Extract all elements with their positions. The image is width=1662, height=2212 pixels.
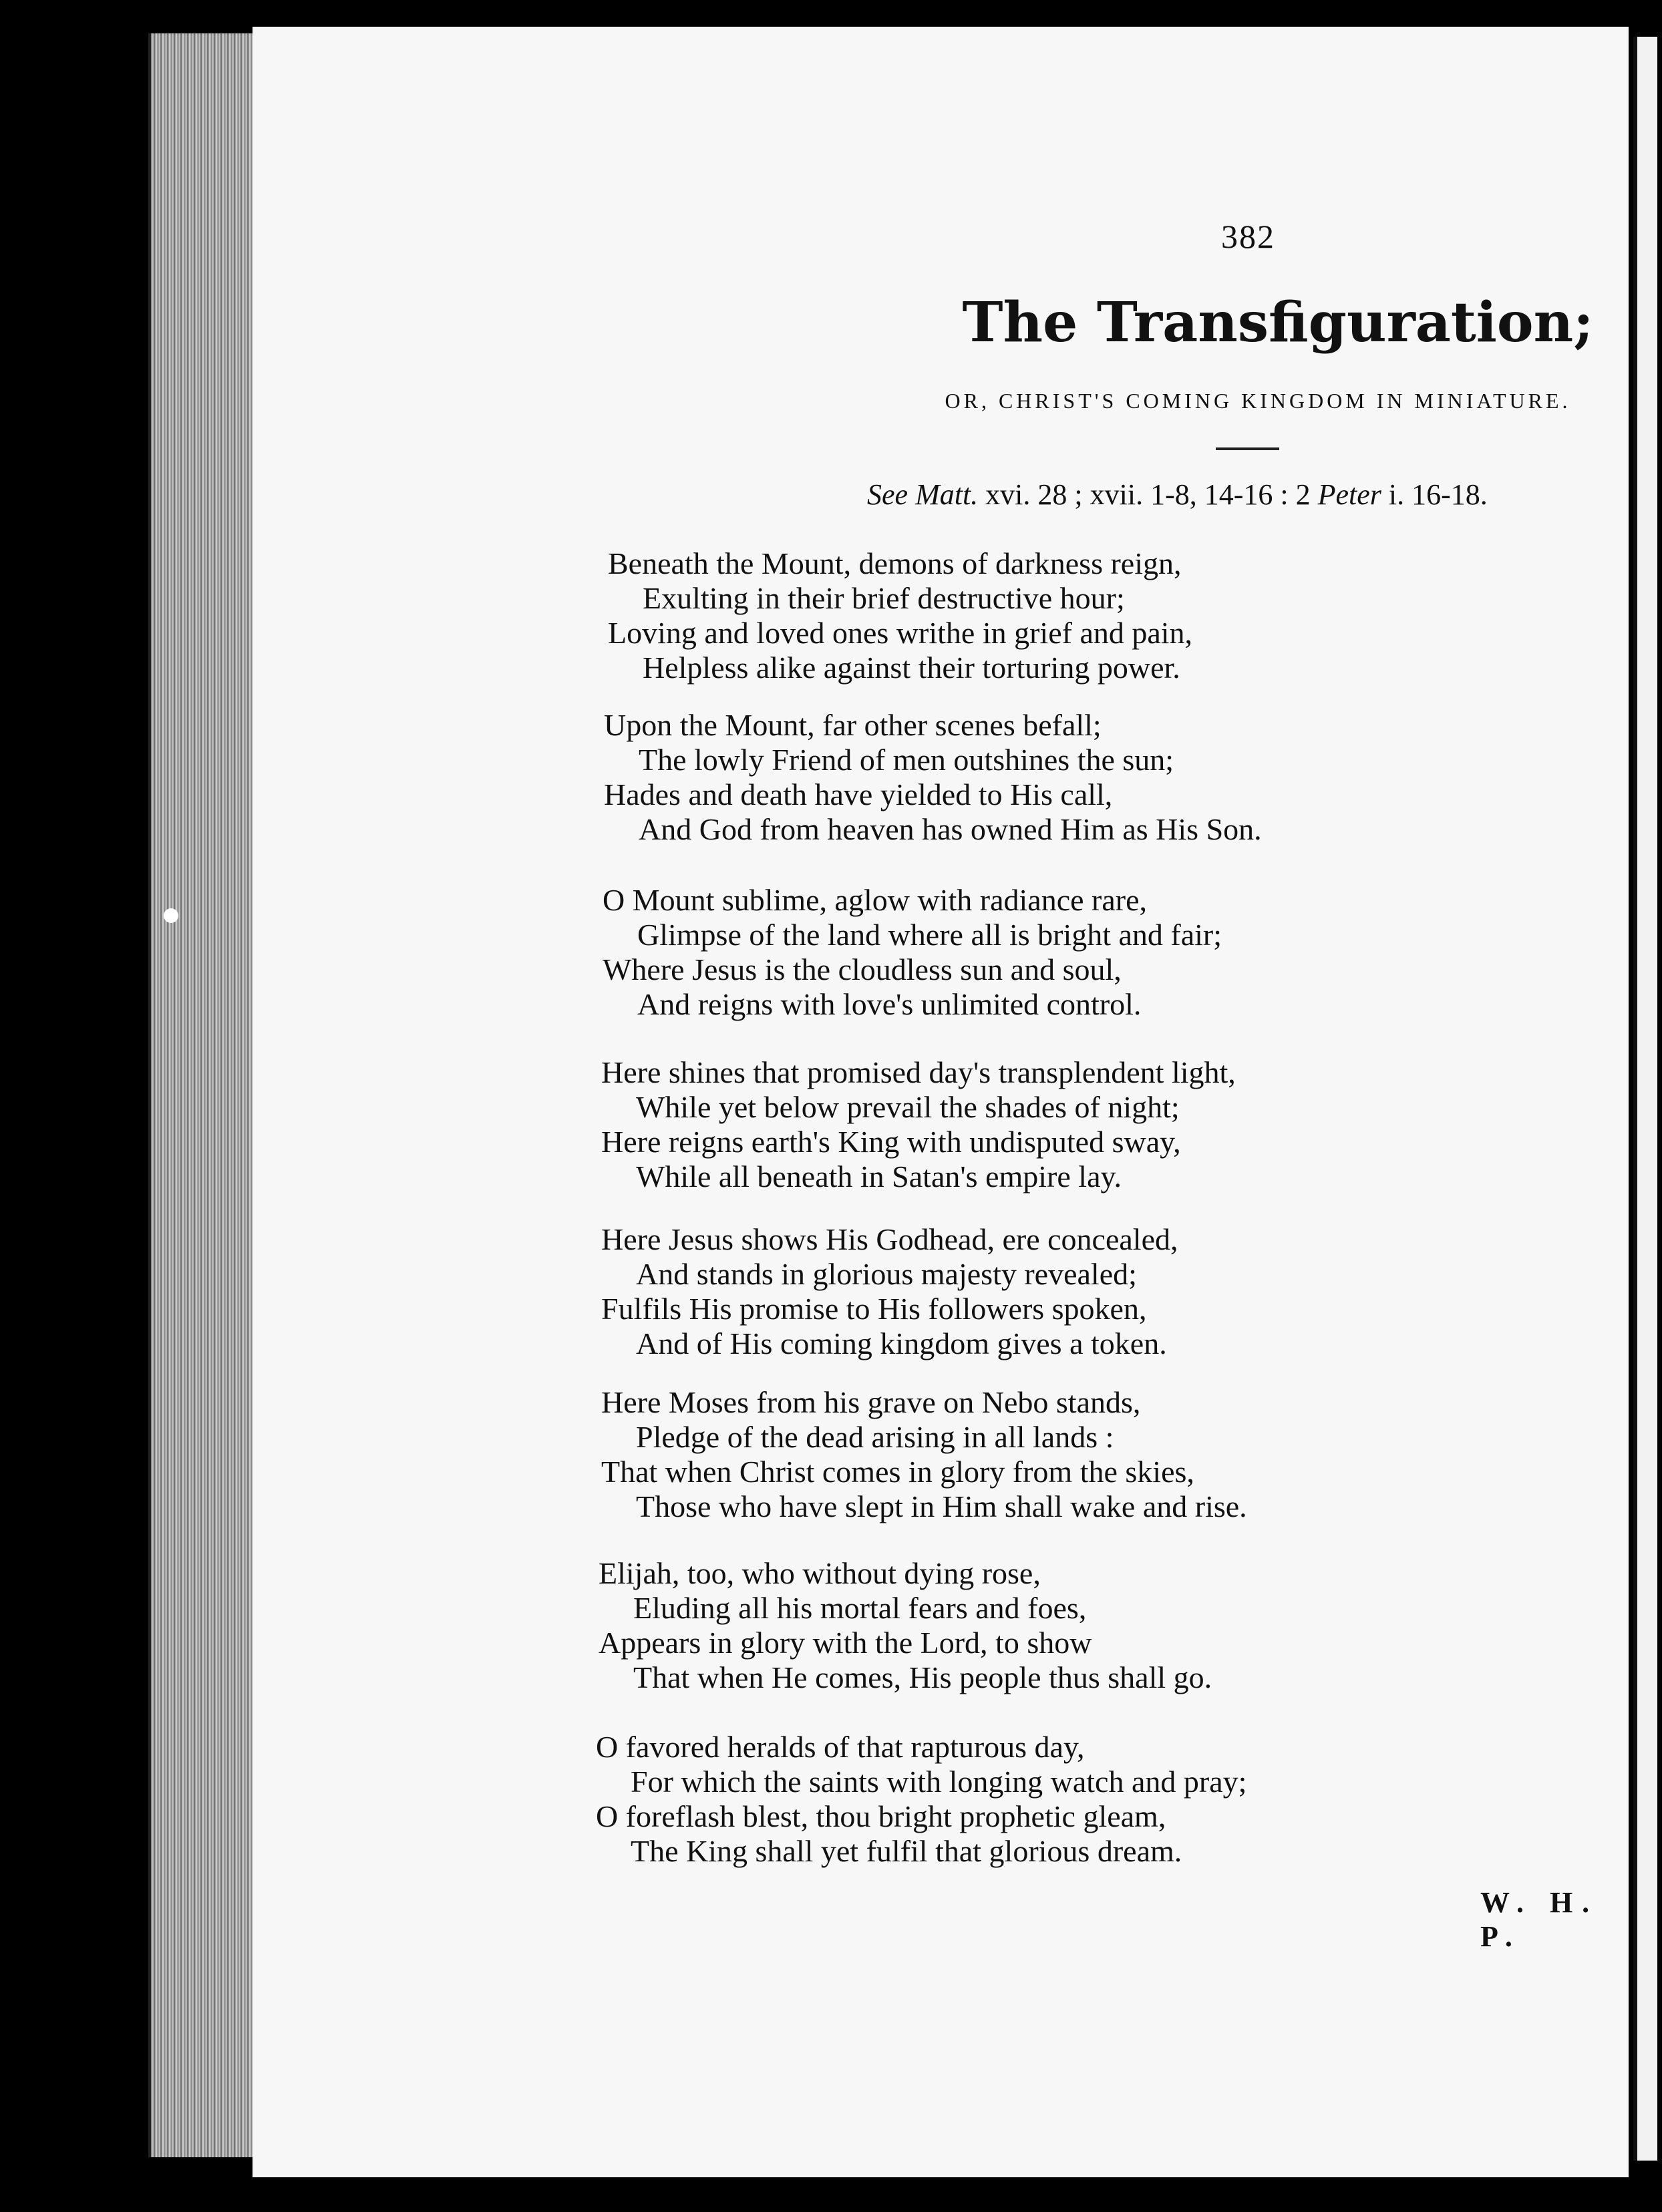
stanza-line: And stands in glorious majesty revealed; — [636, 1257, 1137, 1291]
stanza-4 — [601, 1055, 1236, 1194]
stanza-line: Upon the Mount, far other scenes befall; — [604, 708, 1102, 742]
poem-subtitle: OR, CHRIST'S COMING KINGDOM IN MINIATURE. — [945, 389, 1571, 413]
stanza-3 — [603, 883, 1222, 1022]
facing-page-edge — [1633, 37, 1657, 2161]
stanza-line: While all beneath in Satan's empire lay. — [636, 1159, 1122, 1193]
book-page — [253, 27, 1629, 2177]
stanza-line: That when He comes, His people thus shall go. — [633, 1660, 1212, 1694]
stanza-line: Here Moses from his grave on Nebo stands, — [601, 1385, 1141, 1419]
stanza-line: Fulfils His promise to His followers spoken, — [601, 1292, 1147, 1326]
reference-passages: xvi. 28 ; xvii. 1-8, 14-16 : 2 — [985, 478, 1311, 511]
stanza-2 — [604, 708, 1262, 847]
book-page-edges — [148, 33, 258, 2157]
stanza-line: Elijah, too, who without dying rose, — [599, 1556, 1041, 1590]
reference-matt: Matt. — [915, 478, 979, 511]
reference-peter: Peter — [1317, 478, 1381, 511]
stanza-line: Eluding all his mortal fears and foes, — [633, 1591, 1087, 1625]
scripture-reference — [867, 478, 1488, 512]
title-rule — [1216, 447, 1279, 450]
stanza-line: The King shall yet fulfil that glorious dream. — [631, 1834, 1182, 1868]
stanza-line: O foreflash blest, thou bright prophetic gleam, — [596, 1799, 1166, 1833]
stanza-line: That when Christ comes in glory from the skies, — [601, 1455, 1194, 1489]
page-content — [253, 27, 1629, 2177]
scan-blemish — [164, 908, 178, 923]
stanza-5 — [601, 1222, 1178, 1361]
page-number: 382 — [1221, 218, 1275, 255]
stanza-line: Here reigns earth's King with undisputed sway, — [601, 1125, 1181, 1159]
stanza-line: And reigns with love's unlimited control. — [637, 987, 1142, 1021]
stanza-line: Hades and death have yielded to His call, — [604, 777, 1113, 811]
stanza-line: Those who have slept in Him shall wake and rise. — [636, 1489, 1247, 1523]
stanza-line: Exulting in their brief destructive hour; — [643, 581, 1125, 615]
stanza-line: Where Jesus is the cloudless sun and soul, — [603, 952, 1122, 986]
stanza-line: While yet below prevail the shades of night; — [636, 1090, 1180, 1124]
stanza-line: The lowly Friend of men outshines the sun; — [639, 743, 1174, 777]
stanza-line: And of His coming kingdom gives a token. — [636, 1326, 1167, 1360]
poem-title: The Transfiguration; — [962, 291, 1594, 355]
stanza-line: And God from heaven has owned Him as His Son. — [639, 812, 1262, 846]
stanza-8 — [596, 1730, 1246, 1869]
stanza-line: O favored heralds of that rapturous day, — [596, 1730, 1085, 1764]
stanza-line: Pledge of the dead arising in all lands : — [636, 1420, 1114, 1454]
stanza-line: For which the saints with longing watch and pray; — [631, 1765, 1247, 1799]
stanza-line: Loving and loved ones writhe in grief and pain, — [608, 616, 1193, 650]
stanza-1 — [608, 546, 1192, 685]
reference-see: See — [867, 478, 908, 511]
author-signature: W. H. P. — [1480, 1886, 1599, 1953]
stanza-line: O Mount sublime, aglow with radiance rare, — [603, 883, 1147, 917]
stanza-line: Beneath the Mount, demons of darkness reign, — [608, 546, 1182, 580]
stanza-7 — [599, 1556, 1212, 1695]
reference-peter-passages: i. 16-18. — [1388, 478, 1488, 511]
stanza-line: Appears in glory with the Lord, to show — [599, 1626, 1092, 1660]
stanza-line: Here Jesus shows His Godhead, ere concealed, — [601, 1222, 1178, 1256]
stanza-line: Here shines that promised day's transplendent light, — [601, 1055, 1236, 1089]
stanza-line: Glimpse of the land where all is bright and fair; — [637, 918, 1222, 952]
stanza-line: Helpless alike against their torturing power. — [643, 651, 1180, 685]
stanza-6 — [601, 1385, 1247, 1524]
